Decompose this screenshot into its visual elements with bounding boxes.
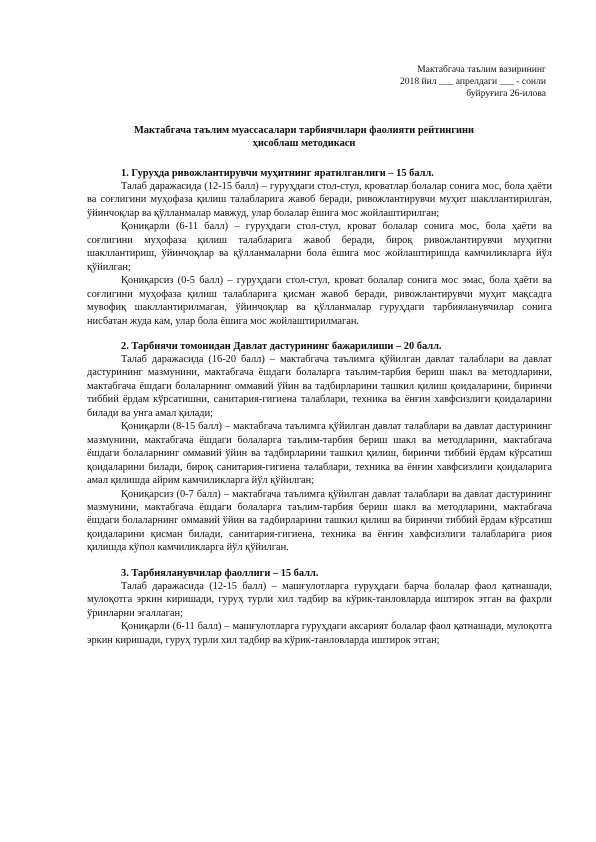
paragraph-satisfactory: Қониқарли (6-11 балл) – гуруҳдаги стол-стул, кроват болалар сонига мос, бола ҳаёти ва соғлигини муҳофаза қилиш талабларига жавоб беради, бироқ ривожлантирувчи муҳитни шакллантириш, ўйинчоқлар ва қўлланмаларни бола ёшига мос жойлаштиришда камчиликларга йўл қўйилган; <box>87 221 552 273</box>
paragraph-required-level: Талаб даражасида (12-15 балл) – машғулотларга гуруҳдаги барча болалар фаол қатнашади, мулоқотга эркин киришади, гуруҳ турли хил тадбир ва кўрик-танловларда иштирок этган ва фахрли ўринларни эгаллаган; <box>87 580 552 619</box>
paragraph-satisfactory: Қониқарли (8-15 балл) – мактабгача таълимга қўйилган давлат талаблари ва давлат дастурининг мазмунини, мактабгача ёшдаги болаларга таълим-тарбия бериш шакл ва методларини, мактабгача ёшдаги болаларнинг оммавий ўйин ва тадбирларини ташкил қилиш, биринчи тиббий ёрдам кўрсатиш қоидаларини билади, бироқ санитария-гигиена талаблари, техника ва ёнғин хавфсизлиги қоидаларига амал қилишда айрим камчиликларга йўл қўйилган; <box>87 421 552 487</box>
annex-line-2: 2018 йил ___ апрелдаги ___ - сонли <box>399 76 546 87</box>
paragraph-unsatisfactory: Қониқарсиз (0-7 балл) – мактабгача таълимга қўйилган давлат талаблари ва давлат дастурининг мазмунини, мактабгача ёшдаги болаларга таълим-тарбия бериш шакл ва методларини, мактабгача ёшдаги болаларнинг оммавий ўйин ва тадбирларини ташкил қилиш ва биринчи тиббий ёрдам кўрсатиш қоидаларини қисман билади, санитария-гигиена, техника ва ёнғин хавфсизлиги талабларига риоя қилишда кўпол камчиликларга йўл қўйилган. <box>87 488 552 554</box>
section-2 <box>87 340 552 555</box>
paragraph-satisfactory: Қониқарли (6-11 балл) – машғулотларга гуруҳдаги аксарият болалар фаол қатнашади, мулоқотга эркин киришади, гуруҳ турли хил тадбир ва кўрик-танловларда иштирок этган; <box>87 621 552 646</box>
section-heading: 2. Тарбиячи томонидан Давлат дастурининг бажарилиши – 20 балл. <box>121 340 442 352</box>
title-line-1: Мактабгача таълим муассасалари тарбиячилари фаолияти рейтингини <box>134 125 474 136</box>
section-spacer <box>87 555 552 567</box>
section-heading: 1. Гуруҳда ривожлантирувчи муҳитнинг яратилганлиги – 15 балл. <box>121 168 434 179</box>
section-1 <box>87 167 552 328</box>
annex-line-3: буйруғига 26-илова <box>466 88 546 99</box>
document-title <box>84 124 524 150</box>
paragraph-required-level: Талаб даражасида (12-15 балл) – гуруҳдаги стол-стул, кроватлар болалар сонига мос, бола ҳаёти ва соғлигини муҳофаза қилиш талабларига жавоб беради, ривожлантирувчи муҳит шакллантирилган, ўйинчоқлар ва қўлланмалар мавжуд, улар болалар ёшига мос жойлаштирилган; <box>87 181 552 219</box>
title-line-2: ҳисоблаш методикаси <box>252 138 356 149</box>
annex-line-1: Мактабгача таълим вазирининг <box>417 64 546 75</box>
section-spacer <box>87 328 552 340</box>
annex-note <box>296 64 546 100</box>
section-heading: 3. Тарбияланувчилар фаоллиги – 15 балл. <box>121 567 319 579</box>
paragraph-required-level: Талаб даражасида (16-20 балл) – мактабгача таълимга қўйилган давлат талаблари ва давлат дастурининг мазмунини, мактабгача ёшдаги болаларга таълим-тарбия бериш шакл ва методларини, мактабгача ёшдаги болаларнинг оммавий ўйин ва тадбирларини ташкил қилиш қоидаларини, биринчи тиббий ёрдам кўрсатишни, санитария-гигиена талаблари, техника ва ёнғин хавфсизлиги қоидаларини билади ва унга амал қилади; <box>87 353 552 419</box>
document-body <box>87 167 552 647</box>
paragraph-unsatisfactory: Қониқарсиз (0-5 балл) – гуруҳдаги стол-стул, кроват болалар сонига мос эмас, бола ҳаёти ва соғлигини муҳофаза қилиш талабларига қисман жавоб беради, ривожлантирувчи муҳит мақсадга мувофиқ шакллантирилмаган, ўйинчоқлар ва қўлланмалар гуруҳдаги тарбияланувчилар сонига нисбатан жуда кам, улар бола ёшига мос жойлаштирилмаган. <box>87 275 552 327</box>
section-3 <box>87 567 552 647</box>
